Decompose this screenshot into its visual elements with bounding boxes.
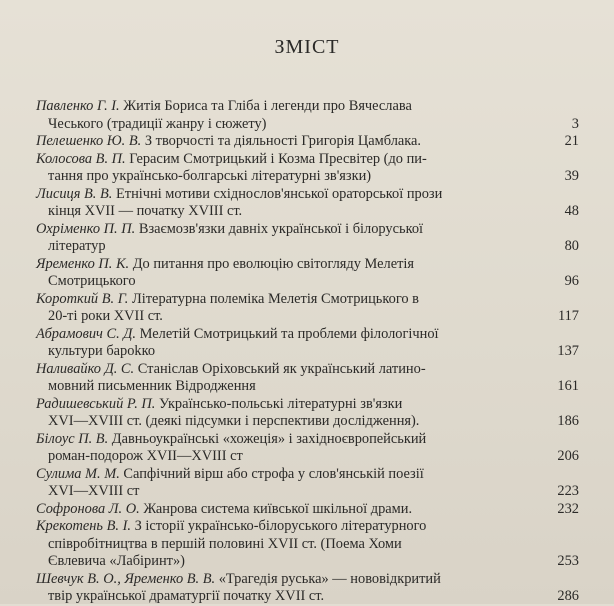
entry-author: Сулима М. М. bbox=[36, 465, 120, 482]
toc-entry bbox=[0, 571, 614, 606]
entry-author: Пелешенко Ю. В. bbox=[36, 133, 142, 149]
entry-title-text: твір української драматургії початку XVII ст. bbox=[48, 588, 325, 604]
toc-entry bbox=[0, 186, 614, 221]
page-title: ЗМІСТ bbox=[274, 36, 340, 58]
toc-entry bbox=[0, 501, 614, 519]
entry-first-line bbox=[0, 466, 614, 484]
entry-title-text: Мелетій Смотрицький та проблеми філологічної bbox=[136, 325, 439, 342]
entry-title-text: Чеського (традиції жанру і сюжету) bbox=[48, 115, 267, 132]
entry-title-text: До питання про еволюцію світогляду Мелетія bbox=[129, 255, 414, 272]
entry-title-text: 20-ті роки XVII ст. bbox=[48, 308, 163, 324]
toc-entry bbox=[0, 98, 614, 133]
entry-title-text: Літературна полеміка Мелетія Смотрицького в bbox=[128, 290, 419, 307]
entry-page-number: 253 bbox=[557, 553, 579, 569]
entry-continuation-line bbox=[0, 413, 614, 431]
entry-author: Радишевський Р. П. bbox=[36, 395, 156, 412]
entry-author: Шевчук В. О., Яременко В. В. bbox=[36, 570, 216, 587]
toc-entry bbox=[0, 431, 614, 466]
entry-title-text: Жанрова система київської шкільної драми. bbox=[139, 500, 413, 517]
entry-page-number: 39 bbox=[564, 168, 579, 184]
entry-continuation-line bbox=[0, 343, 614, 361]
entry-title-text: Етнічні мотиви східнослов'янської ораторської прози bbox=[112, 185, 443, 202]
entry-first-line bbox=[0, 571, 614, 589]
entry-first-line bbox=[0, 396, 614, 414]
entry-first-line bbox=[0, 431, 614, 449]
entry-page-number: 232 bbox=[557, 500, 579, 517]
entry-title-text: XVI—XVIII ст bbox=[48, 483, 140, 499]
entry-continuation-line bbox=[0, 168, 614, 186]
entry-title-text: Герасим Смотрицький і Козма Пресвітер (до пи- bbox=[125, 150, 427, 167]
entry-author: Павленко Г. І. bbox=[36, 98, 120, 114]
entry-title-text: Українсько-польські літературні зв'язки bbox=[155, 395, 403, 412]
entry-continuation-line bbox=[0, 308, 614, 326]
entry-title-text: «Трагедія руська» — нововідкритий bbox=[215, 570, 441, 587]
entry-title-text: кінця XVII — початку XVIII ст. bbox=[48, 203, 243, 219]
entry-first-line bbox=[0, 291, 614, 309]
entry-continuation-line bbox=[0, 553, 614, 571]
entry-author: Колосова В. П. bbox=[36, 150, 126, 167]
entry-author: Лисиця В. В. bbox=[36, 185, 113, 202]
entry-title-text: З творчості та діяльності Григорія Цамблака. bbox=[141, 133, 422, 149]
entry-title-text: Взаємозв'язки давніх української і білоруської bbox=[135, 220, 424, 237]
entry-author: Короткий В. Г. bbox=[36, 290, 129, 307]
entry-title-text: Давньоукраїнські «хожеція» і західноєвропейський bbox=[108, 430, 427, 447]
entry-page-number: 21 bbox=[564, 133, 579, 149]
toc-entry bbox=[0, 133, 614, 151]
entry-title-text: XVI—XVIII ст. (деякі підсумки і перспективи дослідження). bbox=[48, 413, 420, 429]
entry-title-text: Сапфічний вірш або строфа у слов'янській поезії bbox=[119, 465, 424, 482]
entry-first-line bbox=[0, 518, 614, 536]
entry-page-number: 206 bbox=[557, 448, 579, 464]
entry-page-number: 117 bbox=[557, 308, 579, 324]
entry-title-text: культури бароkко bbox=[48, 343, 156, 359]
entry-page-number: 96 bbox=[564, 273, 579, 289]
entry-author: Крекотень В. І. bbox=[36, 518, 131, 534]
entry-first-line bbox=[0, 98, 614, 116]
entry-first-line bbox=[0, 221, 614, 239]
entry-first-line bbox=[0, 256, 614, 274]
toc-entry bbox=[0, 256, 614, 291]
entry-first-line bbox=[0, 326, 614, 344]
entry-title-text: мовний письменник Відродження bbox=[48, 378, 256, 394]
entry-author: Софронова Л. О. bbox=[36, 500, 140, 517]
entry-first-line bbox=[0, 501, 614, 519]
entry-title-text: З історії українсько-білоруського літературного bbox=[130, 518, 427, 534]
entry-title-text: Смотрицького bbox=[48, 273, 136, 289]
toc-entry bbox=[0, 221, 614, 256]
toc-entry bbox=[0, 466, 614, 501]
entry-continuation-line bbox=[0, 273, 614, 291]
contents-list bbox=[0, 98, 614, 606]
entry-page-number: 223 bbox=[557, 483, 579, 499]
entry-title-text: Євлевича «Лабіринт») bbox=[48, 553, 185, 569]
entry-title-text: роман-подорож XVII—XVIII ст bbox=[48, 448, 243, 464]
toc-entry bbox=[0, 518, 614, 571]
toc-entry bbox=[0, 151, 614, 186]
entry-title-text: літератур bbox=[48, 238, 106, 254]
entry-title-text: співробітництва в першій половині XVII ст. (Поема Хоми bbox=[48, 535, 402, 552]
entry-author: Абрамович С. Д. bbox=[36, 325, 137, 342]
toc-entry bbox=[0, 326, 614, 361]
entry-title-text: тання про українсько-болгарські літературні зв'язки) bbox=[48, 168, 372, 184]
entry-continuation-line bbox=[0, 378, 614, 396]
entry-continuation-line bbox=[0, 483, 614, 501]
toc-entry bbox=[0, 396, 614, 431]
entry-title-text: Житія Бориса та Гліба і легенди про Вячеслава bbox=[119, 98, 412, 114]
entry-first-line bbox=[0, 186, 614, 204]
entry-title-text: Станіслав Оріховський як український латино- bbox=[134, 360, 426, 377]
entry-author: Яременко П. К. bbox=[36, 255, 130, 272]
entry-author: Білоус П. В. bbox=[36, 430, 109, 447]
entry-continuation-line bbox=[0, 448, 614, 466]
entry-continuation-line bbox=[0, 536, 614, 554]
entry-first-line bbox=[0, 133, 614, 151]
entry-author: Наливайко Д. С. bbox=[36, 360, 135, 377]
entry-page-number: 137 bbox=[557, 343, 579, 359]
entry-continuation-line bbox=[0, 203, 614, 221]
entry-first-line bbox=[0, 151, 614, 169]
entry-page-number: 3 bbox=[571, 115, 579, 132]
entry-continuation-line bbox=[0, 588, 614, 606]
toc-entry bbox=[0, 361, 614, 396]
entry-page-number: 161 bbox=[557, 378, 579, 394]
entry-first-line bbox=[0, 361, 614, 379]
entry-continuation-line bbox=[0, 238, 614, 256]
entry-page-number: 48 bbox=[564, 203, 579, 219]
entry-page-number: 186 bbox=[557, 413, 579, 429]
toc-entry bbox=[0, 291, 614, 326]
entry-author: Охріменко П. П. bbox=[36, 220, 136, 237]
entry-page-number: 80 bbox=[564, 238, 579, 254]
entry-continuation-line bbox=[0, 116, 614, 134]
entry-page-number: 286 bbox=[557, 588, 579, 604]
